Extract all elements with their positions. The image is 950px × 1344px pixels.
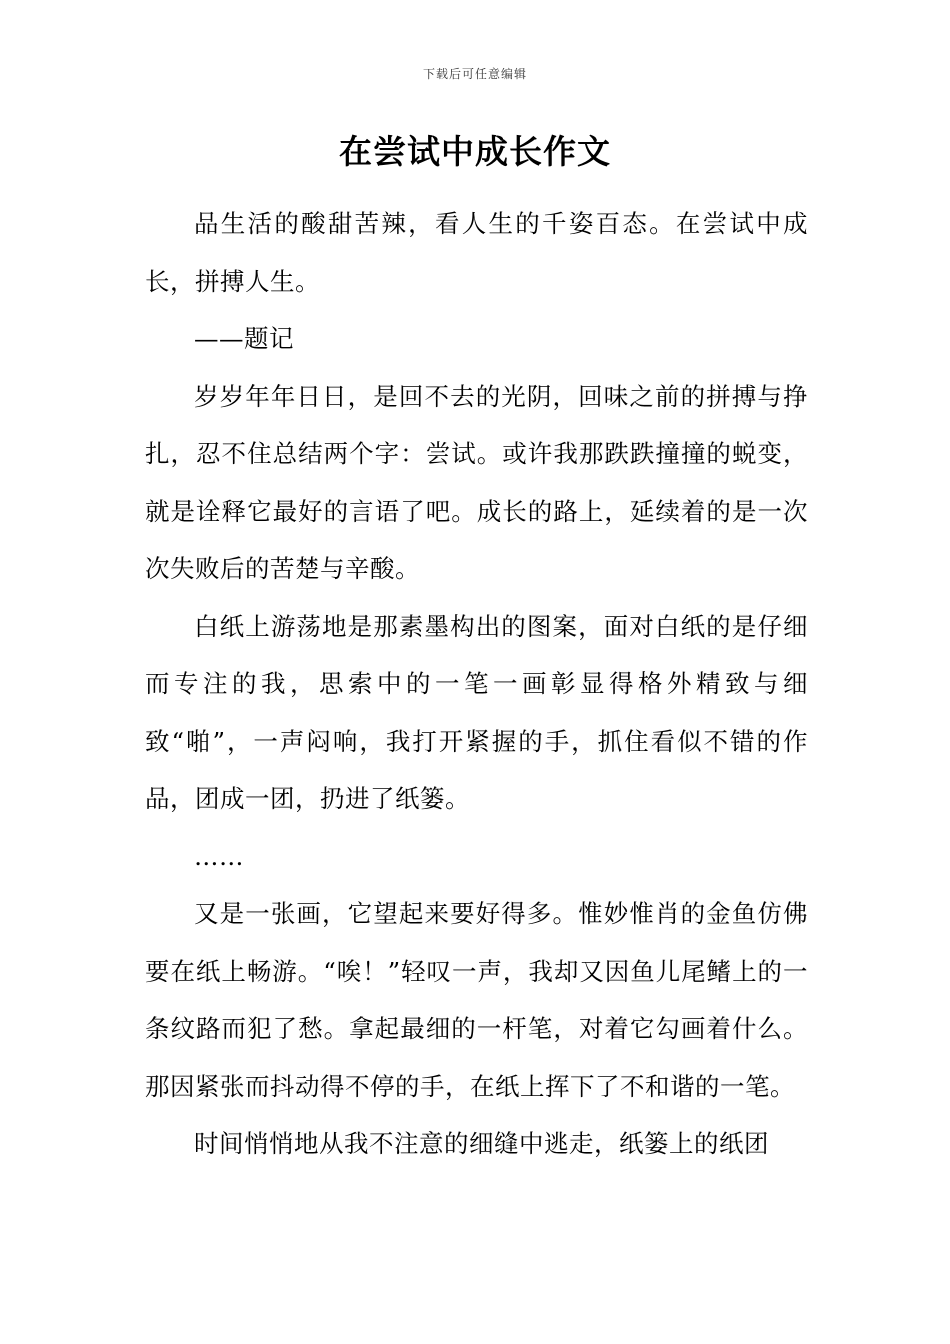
document-body — [145, 195, 808, 1173]
paragraph: 岁岁年年日日，是回不去的光阴，回味之前的拼搏与挣扎，忍不住总结两个字：尝试。或许我那跌跌撞撞的蜕变，就是诠释它最好的言语了吧。成长的路上，延续着的是一次次失败后的苦楚与辛酸。 — [145, 381, 808, 583]
paragraph-ellipsis: …… — [194, 841, 244, 871]
paragraph: 白纸上游荡地是那素墨构出的图案，面对白纸的是仔细而专注的我，思索中的一笔一画彰显得格外精致与细致“啪”，一声闷响，我打开紧握的手，抓住看似不错的作品，团成一团，扔进了纸篓。 — [145, 611, 808, 813]
paragraph: 又是一张画，它望起来要好得多。惟妙惟肖的金鱼仿佛要在纸上畅游。“唉！”轻叹一声，我却又因鱼儿尾鳍上的一条纹路而犯了愁。拿起最细的一杆笔，对着它勾画着什么。那因紧张而抖动得不停的手，在纸上挥下了不和谐的一笔。 — [145, 899, 808, 1101]
header-note: 下载后可任意编辑 — [422, 67, 527, 81]
paragraph-intro: 品生活的酸甜苦辣，看人生的千姿百态。在尝试中成长，拼搏人生。 — [145, 209, 808, 296]
document-title: 在尝试中成长作文 — [339, 132, 611, 171]
paragraph: 时间悄悄地从我不注意的细缝中逃走，纸篓上的纸团 — [194, 1129, 769, 1158]
paragraph-epigraph-note: ——题记 — [194, 324, 294, 353]
